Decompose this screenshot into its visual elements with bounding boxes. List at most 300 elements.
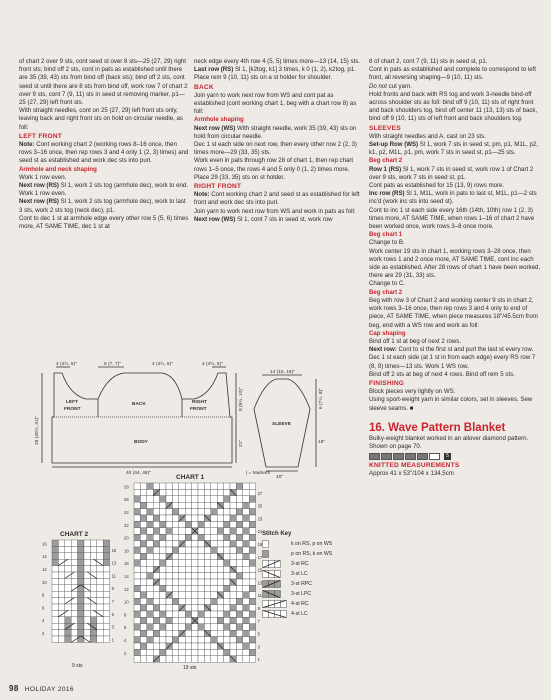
bold-lead: Inc row (RS) [369,190,405,198]
chart-cell [236,553,242,559]
chart-cell [134,553,140,559]
chart-cell [236,515,242,521]
chart-cell [217,598,223,604]
paragraph [19,107,189,132]
chart-cell [224,649,230,655]
chart-cell [224,528,230,534]
bold-lead: Last row (RS) [194,66,234,74]
chart-cell [166,617,172,623]
chart-cell [204,496,210,502]
stitch-key-item [262,579,352,589]
chart-cell [243,649,249,655]
chart-cell [217,649,223,655]
chart-cell [52,630,58,636]
chart-cell [230,509,236,515]
chart-cell [236,605,242,611]
chart-cell [179,585,185,591]
bold-lead: Next row (WS) [194,215,236,223]
chart-cell [198,496,204,502]
chart-cell [185,643,191,649]
chart-row-number: 11 [257,593,262,599]
chart-cell [230,585,236,591]
chart-cell [65,585,71,591]
chart-cell [172,541,178,547]
chart-cell [140,547,146,553]
chart-cell [147,611,153,617]
chart-cell [192,656,198,662]
chart-cell [172,509,178,515]
stitch-swatch-icon [262,580,288,588]
chart-cell [249,566,255,572]
chart-row-number: 19 [257,542,263,547]
paragraph-text: of chart 2 over 9 sts, cont seed st over 8 sts—25 (27, 29) right front sts; bind off 2 sts, cont in pats as established until there are 35 (39, 43) sts from bind off (back sts); bind off 2 sts, cont seed st until there are 8 sts from bind off, work row 7 of chart 2 over 9 sts, cont 7 (9, 11) sts in seed st removing marker, p1—25 (27, 29) left front sts. [19,58,188,107]
project-description: Bulky-weight blanket worked in an allover diamond pattern. Shown on page 70. [369,434,529,450]
chart-cell [134,605,140,611]
chart-cell [179,611,185,617]
chart-cell [217,656,223,662]
chart-cell [179,566,185,572]
chart-cell [140,624,146,630]
chart-cell [192,541,198,547]
chart-row-number: 14 [124,574,129,579]
chart-cell [185,541,191,547]
chart-row-number: 10 [42,579,47,585]
chart-cell [204,509,210,515]
paragraph [19,198,189,214]
chart-cell [153,611,159,617]
chart-cell [243,617,249,623]
chart-cell [249,521,255,527]
chart-cell [153,547,159,553]
stitch-key-label: k on RS, p on WS [291,541,333,547]
chart-cell [97,617,103,623]
chart-cell [90,585,96,591]
stitch-key-item [262,539,352,549]
chart-cell [134,598,140,604]
chart-cell [134,566,140,572]
chart-cell [140,483,146,489]
chart-cell [172,611,178,617]
chart-cell [140,579,146,585]
chart-cell [97,636,103,642]
chart-cell [211,598,217,604]
stitch-swatch-icon [262,600,288,608]
chart-cell [166,585,172,591]
chart-cell [153,534,159,540]
chart-cell [236,560,242,566]
chart-cell [147,489,153,495]
chart-cell [217,630,223,636]
chart-cell [153,598,159,604]
chart-cell [198,566,204,572]
chart-cell [147,649,153,655]
chart-cell [153,605,159,611]
chart-cell [134,630,140,636]
chart-cell [78,598,84,604]
chart-row-number: 22 [124,522,129,528]
chart-row-number: 14 [42,554,47,560]
chart-cell [217,496,223,502]
chart-cell [224,541,230,547]
section-heading: FINISHING [369,379,405,387]
chart-cell [52,591,58,597]
chart-cell [172,617,178,623]
chart-cell [147,617,153,623]
chart-row-number: 24 [124,510,129,515]
chart-cell [52,578,58,584]
stitch-swatch-icon [262,570,288,578]
chart-cell [217,534,223,540]
chart-cell [153,617,159,623]
chart-cell [198,560,204,566]
chart-cell [160,502,166,508]
stitch-swatch-icon [262,560,288,568]
chart-cell [230,573,236,579]
chart-cell [211,630,217,636]
chart-cell [166,560,172,566]
chart-cell [90,636,96,642]
chart-cell [217,521,223,527]
chart-row-number: 2 [124,650,127,656]
chart-cell [185,521,191,527]
chart-cell [147,585,153,591]
chart-cell [243,592,249,598]
paragraph [369,346,541,354]
chart-cell [84,604,90,610]
paragraph [194,92,364,117]
chart-cell [192,585,198,591]
chart-cell [103,585,109,591]
paragraph [19,141,189,166]
chart-cell [249,496,255,502]
chart-cell [198,643,204,649]
chart-cell [179,649,185,655]
chart-cell [58,585,64,591]
chart-cell [179,489,185,495]
chart-row-number: 4 [124,638,127,643]
chart-cell [65,566,71,572]
chart-cell [185,611,191,617]
chart-cell [140,592,146,598]
chart-cell [134,521,140,527]
chart-cell [243,489,249,495]
chart-cell [160,617,166,623]
chart-cell [160,573,166,579]
chart-cell [204,598,210,604]
chart-cell [166,547,172,553]
chart-cell [217,579,223,585]
chart-cell [103,598,109,604]
chart-cell [185,566,191,572]
chart-cell [160,630,166,636]
paragraph-text: Change to C. [369,280,405,288]
chart-cell [134,656,140,662]
paragraph-text: Sl 1, cont 7 sts in seed st, work row [235,215,333,223]
paragraph-text: Cont to inc 1 st each side every 16th (14th, 10th) row 1 (2, 3) times more, AT SAME TIME, when rows 1–16 of chart 2 have been worked once, work rows 3–8 once more. [369,206,535,231]
chart-cell [97,566,103,572]
issue-name: HOLIDAY 2016 [24,686,74,693]
paragraph [194,58,364,66]
paragraph-text: Sl 1, work 2 sts tog (armhole dec), work to end. [58,182,188,190]
text-column-1 [19,58,189,231]
chart-cell [147,502,153,508]
chart-cell [153,528,159,534]
chart-cell [179,547,185,553]
stitch-key [262,531,352,619]
section-heading: SLEEVES [369,124,401,132]
paragraph [369,141,541,157]
chart-cell [84,630,90,636]
chart-cell [179,560,185,566]
chart-cell [198,579,204,585]
chart-cell [211,509,217,515]
chart-cell [71,610,77,616]
chart-cell [236,502,242,508]
chart-row-number: 8 [124,612,127,618]
chart-cell [166,521,172,527]
chart-cell [204,579,210,585]
chart-cell [211,579,217,585]
chart-cell [71,623,77,629]
paragraph-text: Cont to dec 1 st at armhole edge every other row 5 (5, 6) times more, AT SAME TIME, dec 1 st at [19,214,189,231]
chart-cell [71,553,77,559]
chart-cell [198,489,204,495]
chart-cell [249,656,255,662]
chart-cell [192,592,198,598]
chart-cell [153,649,159,655]
paragraph [19,174,189,182]
chart-cell [224,496,230,502]
chart-cell [166,489,172,495]
chart-cell [217,547,223,553]
chart-cell [185,630,191,636]
chart-cell [90,559,96,565]
measurements-text: Approx 41 x 53"/104 x 134.5cm [369,470,454,478]
chart-cell [134,637,140,643]
chart-cell [84,553,90,559]
chart-cell [172,649,178,655]
chart-1-title: CHART 1 [176,474,205,481]
chart-cell [71,578,77,584]
chart-cell [97,553,103,559]
chart-cell [249,637,255,643]
chart-cell [217,611,223,617]
chart-row-number: 5 [257,631,260,637]
chart-cell [204,528,210,534]
chart-cell [160,643,166,649]
chart-cell [134,617,140,623]
chart-cell [198,585,204,591]
chart-cell [147,592,153,598]
stitch-swatch-icon [262,610,288,618]
stitch-key-label: 4-st LC [291,611,308,617]
chart-cell [236,656,242,662]
chart-cell [236,624,242,630]
paragraph [369,166,541,182]
paragraph-text: Dec 1 st each side (at 1 st in from each edge) every RS row 7 (8, 9) times—13 sts. Work 1 WS row. [369,354,536,370]
chart-cell [160,566,166,572]
chart-row-number: 26 [124,497,129,503]
chart-cell [211,553,217,559]
chart-cell [140,521,146,527]
chart-cell [185,509,191,515]
paragraph-text: Work even in pats through row 28 of chart 1, then rep chart rows 1–5 once, the rows 4 and 5 only 0 (1, 2) times more. [194,157,354,173]
paragraph-text: Block pieces very lightly on WS. [369,388,456,396]
text-column-2 [194,58,364,224]
paragraph [369,248,541,281]
chart-cell [147,496,153,502]
paragraph [369,133,541,141]
chart-cell [179,553,185,559]
chart-cell [192,553,198,559]
section-heading: BACK [194,83,214,91]
label-w-shoulder-r2: 4 (4½, 5)" [202,362,223,367]
chart-cell [249,528,255,534]
paragraph-text: Cont working chart 2 and seed st as established for left front and work dec sts into purl. [194,191,360,207]
chart-cell [166,624,172,630]
chart-row-number: 2 [42,631,45,636]
chart-cell [230,547,236,553]
chart-cell [153,515,159,521]
chart-cell [179,656,185,662]
chart-cell [65,610,71,616]
chart-cell [204,534,210,540]
chart-cell [224,483,230,489]
paragraph [369,354,541,370]
chart-row-number: 16 [124,561,129,567]
chart-cell [211,547,217,553]
chart-cell [172,605,178,611]
chart-cell [236,521,242,527]
chart-cell [166,579,172,585]
chart-cell [217,617,223,623]
chart-cell [236,528,242,534]
stitch-key-label: 3-st LC [291,571,308,577]
chart-cell [65,604,71,610]
chart-cell [71,546,77,552]
chart-cell [160,579,166,585]
paragraph-text: With straight needle, work 35 (39, 43) sts on hold from circular needle. [194,124,357,140]
chart-cell [147,605,153,611]
chart-cell [160,598,166,604]
chart-cell [134,585,140,591]
paragraph-text: Cont in pats as established and complete to correspond to left front, all reversing shaping—9 (10, 11) sts. [369,66,537,82]
chart-cell [166,515,172,521]
chart-cell [198,656,204,662]
chart-cell [58,546,64,552]
chart-cell [224,656,230,662]
chart-cell [192,483,198,489]
chart-row-number: 27 [257,490,263,496]
subsection-heading: Beg chart 2 [369,288,403,296]
chart-cell [243,560,249,566]
label-w-body: 40 (44, 48)" [126,471,151,476]
chart-cell [52,623,58,629]
chart-cell [249,579,255,585]
chart-row-number: 13 [111,560,117,566]
chart-cell [249,502,255,508]
chart-cell [134,515,140,521]
chart-cell [230,496,236,502]
chart-cell [204,637,210,643]
chart-cell [65,636,71,642]
chart-cell [211,521,217,527]
chart-cell [78,617,84,623]
chart-cell [185,573,191,579]
chart-2-grid [42,540,122,662]
chart-cell [211,534,217,540]
chart-2-title: CHART 2 [60,531,89,538]
chart-cell [134,541,140,547]
chart-cell [204,521,210,527]
chart-cell [211,592,217,598]
chart-cell [192,598,198,604]
chart-cell [185,483,191,489]
paragraph [194,125,364,141]
chart-cell [243,547,249,553]
chart-cell [58,572,64,578]
paragraph [369,91,541,124]
chart-cell [230,515,236,521]
paragraph [369,58,541,66]
chart-cell [192,573,198,579]
chart-cell [185,515,191,521]
chart-cell [153,483,159,489]
label-h-body: 21" [239,439,244,447]
chart-cell [78,553,84,559]
chart-cell [230,617,236,623]
paragraph-text: Sl 1, work 2 sts tog (armhole dec), work to last 3 sts, work 2 sts tog (neck dec), p1. [19,198,186,214]
chart-cell [172,489,178,495]
chart-cell [71,566,77,572]
chart-cell [236,617,242,623]
chart-cell [166,605,172,611]
chart-cell [236,649,242,655]
chart-cell [134,547,140,553]
chart-cell [198,573,204,579]
chart-cell [172,553,178,559]
chart-cell [249,592,255,598]
chart-cell [172,496,178,502]
chart-cell [147,521,153,527]
paragraph [19,215,189,231]
chart-cell [84,540,90,546]
paragraph-text: 8 of chart 2, cont 7 (9, 11) sts in seed st, p1. [369,58,488,65]
chart-cell [172,483,178,489]
chart-cell [230,553,236,559]
paragraph-text: Bind off 1 st at beg of next 2 rows. [369,337,462,345]
label-w-shoulder-l: 4 (4½, 5)" [56,362,77,367]
chart-cell [153,637,159,643]
chart-cell [140,617,146,623]
chart-cell [90,591,96,597]
chart-cell [166,611,172,617]
chart-cell [71,540,77,546]
chart-row-number: 6 [124,625,127,631]
chart-cell [140,649,146,655]
chart-cell [249,560,255,566]
stitch-swatch-icon [262,550,288,558]
chart-cell [230,598,236,604]
chart-cell [84,559,90,565]
chart-cell [224,605,230,611]
chart-cell [160,592,166,598]
chart-cell [249,630,255,636]
chart-cell [230,649,236,655]
chart-cell [140,489,146,495]
chart-cell [97,578,103,584]
chart-cell [211,483,217,489]
